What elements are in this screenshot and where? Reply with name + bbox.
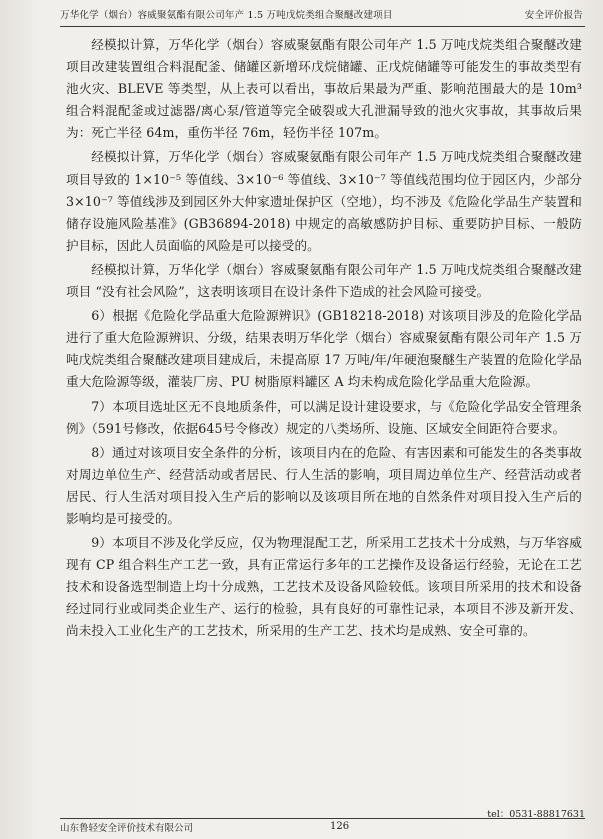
page-header: [60, 6, 585, 27]
paragraph-process-technology: 9）本项目不涉及化学反应，仅为物理混配工艺，所采用工艺技术十分成熟，与万华容威现有 CP 组合料生产工艺一致，具有正常运行多年的工艺操作及设备运行经验，无论在工艺技术和设备选型制造上均十分成熟，工艺技术及设备风险较低。该项目所采用的技术和设备经过同行业或同类企业生产、运行的检验，具有良好的可靠性记录，本项目不涉及新开发、尚未投入工业化生产的工艺技术，所采用的生产工艺、技术均是成熟、安全可靠的。: [66, 535, 582, 639]
page-footer: [60, 809, 585, 839]
document-body: [66, 34, 582, 645]
paragraph-pool-fire-result: 经模拟计算，万华化学（烟台）容威聚氨酯有限公司年产 1.5 万吨戊烷类组合聚醚改建项目改建装置组合料混配釜、储罐区新增环戊烷储罐、正戊烷储罐等可能发生的事故类型有池火灾、BLEVE 等类型，从上表可以看出，事故后果最为严重、影响范围最大的是 10m³ 组合料混配釜或过滤器/离心泵/管道等完全破裂或大孔泄漏导致的池火灾事故，其事故后果为：死亡半径 64m，重伤半径 76m，轻伤半径 107m。: [66, 37, 582, 141]
footer-company: 山东鲁轻安全评价技术有限公司: [60, 823, 194, 834]
paragraph-social-risk: 经模拟计算，万华化学（烟台）容威聚氨酯有限公司年产 1.5 万吨戊烷类组合聚醚改建项目 “没有社会风险”，这表明该项目在设计条件下造成的社会风险可接受。: [66, 261, 582, 300]
page-number: 126: [330, 821, 350, 832]
header-report-type: 安全评价报告: [524, 10, 583, 21]
paragraph-site-selection: 7）本项目选址区无不良地质条件，可以满足设计建设要求，与《危险化学品安全管理条例》（591号修改，依据645号令修改）规定的八类场所、设施、区域安全间距符合要求。: [66, 398, 582, 436]
paragraph-major-hazard: 6）根据《危险化学品重大危险源辨识》(GB18218-2018) 对该项目涉及的危险化学品进行了重大危险源辨识、分级，结果表明万华化学（烟台）容威聚氨酯有限公司年产 1.5 万吨戊烷类组合聚醚改建项目建成后，未提高原 17 万吨/年/年硬泡聚醚生产装置的危险化学品重大危险源等级，灌装厂房、PU 树脂原料罐区 A 均未构成危险化学品重大危险源。: [66, 308, 582, 390]
paragraph-individual-risk: 经模拟计算，万华化学（烟台）容威聚氨酯有限公司年产 1.5 万吨戊烷类组合聚醚改建项目导致的 1×10⁻⁵ 等值线、3×10⁻⁶ 等值线、3×10⁻⁷ 等值线范围均位于园区内，少部分 3×10⁻⁷ 等值线涉及到园区外大仲家遗址保护区（空地），均不涉及《危险化学品生产装置和储存设施风险基准》(GB36894-2018) 中规定的高敏感防护目标、重要防护目标、一般防护目标，因此人员面临的风险是可以接受的。: [66, 149, 582, 253]
header-project-title: 万华化学（烟台）容威聚氨酯有限公司年产 1.5 万吨戊烷类组合聚醚改建项目: [60, 10, 393, 21]
footer-telephone: tel：0531-88817631: [487, 809, 585, 820]
paragraph-safety-conditions: 8）通过对该项目安全条件的分析，该项目内在的危险、有害因素和可能发生的各类事故对周边单位生产、经营活动或者居民、行人生活的影响，项目周边单位生产、经营活动或者居民、行人生活对项目投入生产后的影响以及该项目所在地的自然条件对项目投入生产后的影响均是可接受的。: [66, 444, 582, 526]
